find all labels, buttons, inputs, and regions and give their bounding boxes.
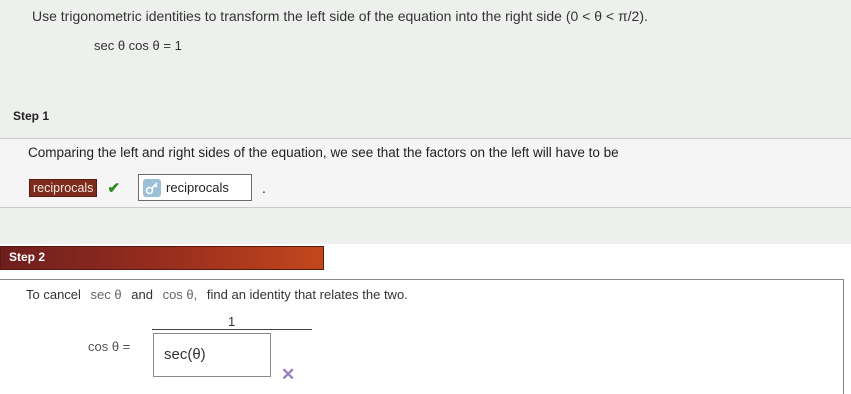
cross-icon: ✕ bbox=[281, 365, 296, 384]
question-equation: sec θ cos θ = 1 bbox=[94, 38, 182, 53]
question-instruction: Use trigonometric identities to transform the left side of the equation into the right side (0 < θ < π/2). bbox=[32, 8, 648, 24]
step2-text-suffix: find an identity that relates the two. bbox=[206, 287, 408, 302]
denominator-input[interactable] bbox=[153, 333, 271, 377]
step2-math-sec: sec θ bbox=[90, 287, 122, 302]
step1-label: Step 1 bbox=[13, 109, 50, 123]
step2-header[interactable] bbox=[0, 246, 324, 270]
fraction-bar bbox=[152, 329, 312, 330]
given-answer: reciprocals bbox=[29, 179, 97, 197]
step2-label: Step 2 bbox=[9, 250, 46, 264]
check-icon: ✔ bbox=[107, 179, 121, 197]
step1-text: Comparing the left and right sides of the equation, we see that the factors on the left will have to be bbox=[28, 145, 619, 160]
key-icon bbox=[143, 179, 161, 197]
answer-input[interactable] bbox=[138, 174, 252, 201]
fraction-numerator: 1 bbox=[228, 314, 236, 329]
fraction-lhs: cos θ = bbox=[88, 339, 131, 354]
step2-text-mid: and bbox=[131, 287, 153, 302]
step2-text-prefix: To cancel bbox=[26, 287, 81, 302]
entered-answer: reciprocals bbox=[166, 180, 229, 195]
step1-answer-row bbox=[29, 174, 266, 201]
step2-math-cos: cos θ, bbox=[162, 287, 198, 302]
step2-text bbox=[26, 287, 408, 302]
answer-period: . bbox=[262, 179, 266, 196]
denominator-value: sec(θ) bbox=[164, 346, 206, 363]
